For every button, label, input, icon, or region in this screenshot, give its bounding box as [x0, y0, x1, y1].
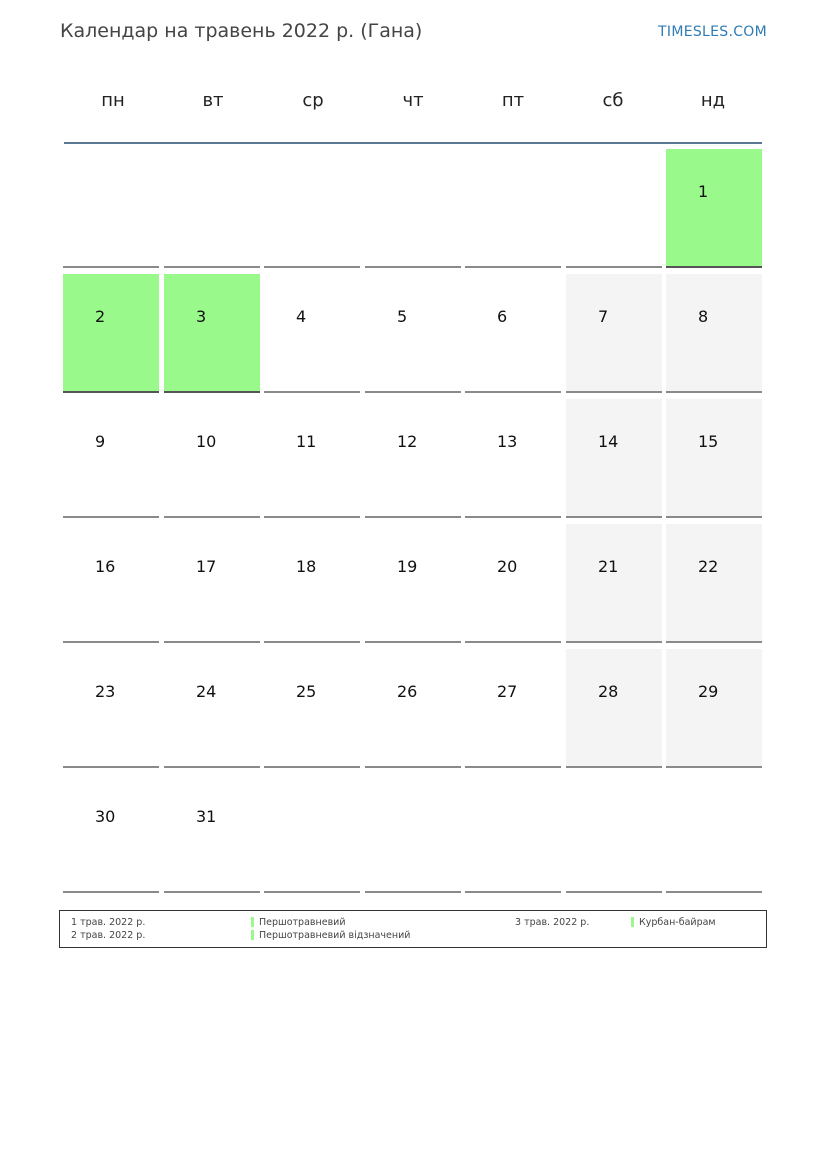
- day-number: 23: [95, 682, 116, 701]
- legend-color-marker: [631, 917, 634, 927]
- legend-color-marker: [251, 917, 254, 927]
- weekday-header-row: [63, 90, 763, 111]
- holiday-legend: [59, 910, 767, 948]
- empty-day-cell: [666, 774, 762, 893]
- day-number: 3: [196, 307, 207, 326]
- day-number: 14: [598, 432, 619, 451]
- legend-date: 2 трав. 2022 р.: [71, 930, 146, 941]
- day-number: 9: [95, 432, 106, 451]
- empty-day-cell: [365, 149, 461, 268]
- brand-link[interactable]: TIMESLES.COM: [658, 24, 767, 40]
- legend-date: 1 трав. 2022 р.: [71, 917, 146, 928]
- day-cell: [666, 274, 762, 393]
- day-cell: [264, 649, 360, 768]
- day-cell: [465, 399, 561, 518]
- day-cell: [566, 649, 662, 768]
- day-number: 31: [196, 807, 217, 826]
- day-number: 22: [698, 557, 719, 576]
- day-number: 5: [397, 307, 408, 326]
- day-cell: [666, 649, 762, 768]
- day-number: 2: [95, 307, 106, 326]
- day-cell: [164, 274, 260, 393]
- day-cell: [63, 399, 159, 518]
- day-cell: [465, 649, 561, 768]
- day-cell: [465, 524, 561, 643]
- day-number: 19: [397, 557, 418, 576]
- day-cell: [666, 524, 762, 643]
- day-cell: [63, 274, 159, 393]
- day-number: 30: [95, 807, 116, 826]
- day-number: 28: [598, 682, 619, 701]
- day-cell: [465, 274, 561, 393]
- day-cell: [63, 649, 159, 768]
- empty-day-cell: [264, 774, 360, 893]
- day-number: 21: [598, 557, 619, 576]
- empty-day-cell: [63, 149, 159, 268]
- day-cell: [566, 524, 662, 643]
- day-number: 13: [497, 432, 518, 451]
- day-number: 25: [296, 682, 317, 701]
- day-cell: [365, 274, 461, 393]
- day-cell: [566, 399, 662, 518]
- day-number: 11: [296, 432, 317, 451]
- day-number: 1: [698, 182, 709, 201]
- empty-day-cell: [465, 774, 561, 893]
- header-divider: [64, 142, 762, 144]
- empty-day-cell: [566, 149, 662, 268]
- empty-day-cell: [566, 774, 662, 893]
- day-number: 24: [196, 682, 217, 701]
- day-cell: [63, 774, 159, 893]
- weekday-label: пт: [501, 90, 525, 111]
- day-cell: [666, 399, 762, 518]
- day-number: 27: [497, 682, 518, 701]
- day-cell: [264, 524, 360, 643]
- weekday-label: сб: [602, 90, 624, 111]
- weekday-label: нд: [700, 90, 726, 111]
- weekday-label: чт: [402, 90, 424, 111]
- day-cell: [365, 524, 461, 643]
- day-number: 8: [698, 307, 709, 326]
- day-number: 6: [497, 307, 508, 326]
- day-number: 7: [598, 307, 609, 326]
- day-cell: [365, 649, 461, 768]
- day-number: 15: [698, 432, 719, 451]
- day-cell: [164, 399, 260, 518]
- legend-color-marker: [251, 930, 254, 940]
- day-number: 17: [196, 557, 217, 576]
- empty-day-cell: [264, 149, 360, 268]
- legend-date: 3 трав. 2022 р.: [515, 917, 590, 928]
- empty-day-cell: [465, 149, 561, 268]
- day-cell: [164, 649, 260, 768]
- page-title: Календар на травень 2022 р. (Гана): [60, 20, 423, 42]
- day-number: 29: [698, 682, 719, 701]
- legend-holiday-name: Першотравневий відзначений: [259, 930, 411, 941]
- empty-day-cell: [164, 149, 260, 268]
- legend-holiday-name: Курбан-байрам: [639, 917, 716, 928]
- day-cell: [264, 274, 360, 393]
- day-cell: [164, 774, 260, 893]
- day-number: 18: [296, 557, 317, 576]
- day-number: 26: [397, 682, 418, 701]
- weekday-label: пн: [101, 90, 125, 111]
- weekday-label: вт: [202, 90, 224, 111]
- empty-day-cell: [365, 774, 461, 893]
- legend-holiday-name: Першотравневий: [259, 917, 346, 928]
- day-cell: [63, 524, 159, 643]
- day-cell: [566, 274, 662, 393]
- day-number: 12: [397, 432, 418, 451]
- weekday-label: ср: [302, 90, 324, 111]
- day-number: 4: [296, 307, 307, 326]
- day-cell: [264, 399, 360, 518]
- day-cell: [365, 399, 461, 518]
- day-number: 20: [497, 557, 518, 576]
- day-number: 16: [95, 557, 116, 576]
- day-number: 10: [196, 432, 217, 451]
- day-cell: [164, 524, 260, 643]
- day-cell: [666, 149, 762, 268]
